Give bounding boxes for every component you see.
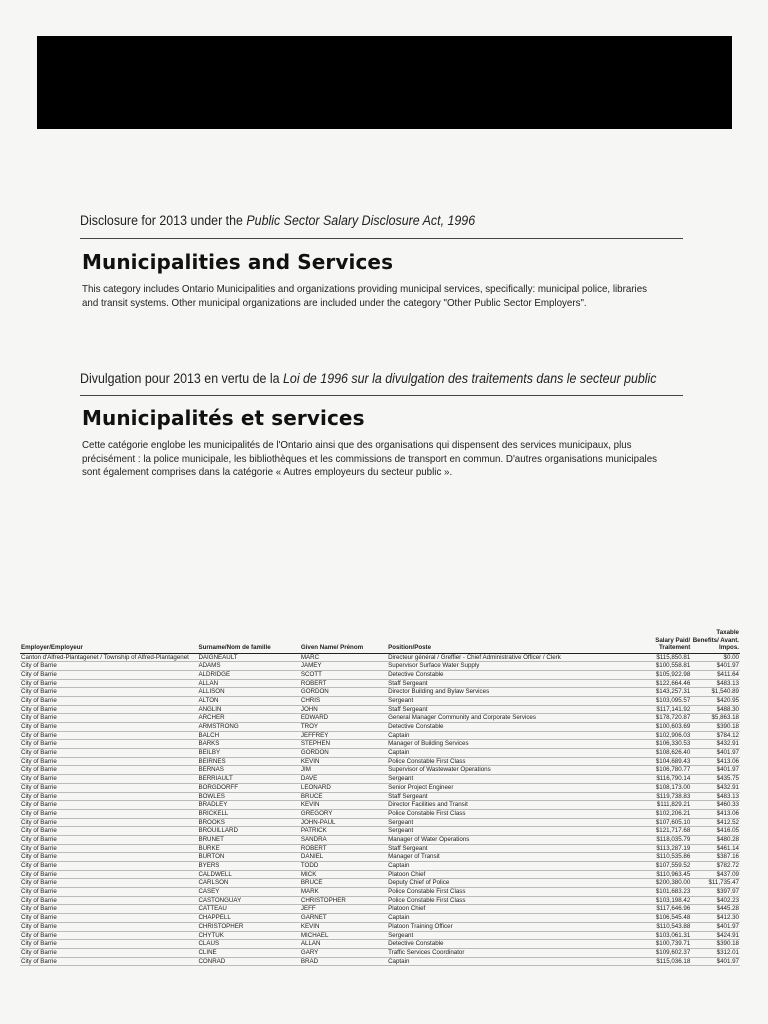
position-cell: Manager of Building Services [387,740,636,749]
position-cell: Sergeant [387,827,636,836]
table-row [20,914,740,923]
employer-cell: City of Barrie [20,948,197,957]
employer-cell: City of Barrie [20,662,197,671]
benefits-cell: $480.28 [691,835,740,844]
header-benefits: Taxable Benefits/ Avant. Impos. [692,629,739,651]
given-name-cell: KEVIN [300,757,387,766]
surname-cell: BARKS [197,740,299,749]
position-cell: Detective Constable [387,723,636,732]
employer-cell: City of Barrie [20,905,197,914]
given-name-cell: DAVE [300,775,387,784]
surname-cell: BERNAS [197,766,299,775]
employer-cell: City of Barrie [20,679,197,688]
given-name-cell: GARY [300,948,387,957]
position-cell: Police Constable First Class [387,896,636,905]
employer-cell: City of Barrie [20,688,197,697]
given-name-cell: MICK [300,870,387,879]
surname-cell: ALLAN [197,679,299,688]
given-name-cell: ROBERT [300,844,387,853]
benefits-cell: $488.30 [691,705,740,714]
employer-cell: City of Barrie [20,723,197,732]
english-act-name: Public Sector Salary Disclosure Act [246,213,441,228]
salary-cell: $105,922.98 [637,670,692,679]
surname-cell: CASEY [197,888,299,897]
employer-cell: City of Barrie [20,922,197,931]
given-name-cell: GORDON [300,749,387,758]
surname-cell: ARCHER [197,714,299,723]
benefits-cell: $387.16 [691,853,740,862]
surname-cell: ALLISON [197,688,299,697]
table-row [20,783,740,792]
position-cell: Police Constable First Class [387,888,636,897]
position-cell: Captain [387,862,636,871]
surname-cell: BYERS [197,862,299,871]
benefits-cell: $412.30 [691,914,740,923]
employer-cell: City of Barrie [20,844,197,853]
french-heading: Municipalités et services [82,406,365,430]
table-row [20,862,740,871]
position-cell: Sergeant [387,931,636,940]
benefits-cell: $435.75 [691,775,740,784]
salary-cell: $116,790.14 [637,775,692,784]
benefits-cell: $401.97 [691,766,740,775]
table-body [20,653,740,966]
surname-cell: BURKE [197,844,299,853]
table-row [20,653,740,662]
table-row [20,705,740,714]
salary-cell: $111,829.21 [637,801,692,810]
employer-cell: City of Barrie [20,731,197,740]
employer-cell: City of Barrie [20,896,197,905]
given-name-cell: JOHN-PAUL [300,818,387,827]
salary-cell: $102,206.21 [637,809,692,818]
employer-cell: City of Barrie [20,696,197,705]
french-disclosure-line [80,371,657,386]
salary-cell: $106,545.48 [637,914,692,923]
given-name-cell: LEONARD [300,783,387,792]
table-row [20,749,740,758]
benefits-cell: $401.97 [691,957,740,966]
french-divider [80,395,683,396]
english-act-year: , 1996 [440,213,476,228]
given-name-cell: GREGORY [300,809,387,818]
salary-cell: $110,963.45 [637,870,692,879]
position-cell: Sergeant [387,696,636,705]
surname-cell: CHRISTOPHER [197,922,299,931]
employer-cell: City of Barrie [20,801,197,810]
table-row [20,714,740,723]
surname-cell: BURTON [197,853,299,862]
given-name-cell: KEVIN [300,922,387,931]
given-name-cell: JIM [300,766,387,775]
salary-cell: $178,720.87 [637,714,692,723]
header-position: Position/Poste [387,629,636,653]
surname-cell: CONRAD [197,957,299,966]
table-row [20,835,740,844]
given-name-cell: BRUCE [300,792,387,801]
table-row [20,957,740,966]
surname-cell: BEILBY [197,749,299,758]
table-row [20,905,740,914]
salary-cell: $100,739.71 [637,940,692,949]
salary-cell: $119,738.83 [637,792,692,801]
benefits-cell: $461.14 [691,844,740,853]
employer-cell: City of Barrie [20,757,197,766]
salary-cell: $104,689.43 [637,757,692,766]
salary-cell: $122,664.46 [637,679,692,688]
table-header-row [20,629,740,653]
position-cell: Captain [387,731,636,740]
header-employer: Employer/Employeur [20,629,197,653]
salary-cell: $103,198.42 [637,896,692,905]
salary-cell: $107,605.10 [637,818,692,827]
given-name-cell: SCOTT [300,670,387,679]
table-row [20,731,740,740]
given-name-cell: CHRISTOPHER [300,896,387,905]
employer-cell: City of Barrie [20,870,197,879]
surname-cell: ALTON [197,696,299,705]
given-name-cell: MARC [300,653,387,662]
salary-cell: $115,850.81 [637,653,692,662]
french-description: Cette catégorie englobe les municipalités de l'Ontario ainsi que des organisations qui dispensent des services municipaux, plus précisément : la police municipale, les bibliothèques et les commissions de transport en commun. D'autres organisations municipales sont également comprises dans la catégorie « Autres employeurs du secteur public ». [82,439,658,478]
position-cell: Senior Project Engineer [387,783,636,792]
benefits-cell: $420.95 [691,696,740,705]
benefits-cell: $784.12 [691,731,740,740]
employer-cell: City of Barrie [20,766,197,775]
position-cell: Manager of Water Operations [387,835,636,844]
salary-cell: $108,173.00 [637,783,692,792]
table-row [20,818,740,827]
given-name-cell: CHRIS [300,696,387,705]
surname-cell: DAIGNEAULT [197,653,299,662]
position-cell: Director Building and Bylaw Services [387,688,636,697]
surname-cell: CHYTUK [197,931,299,940]
benefits-cell: $424.91 [691,931,740,940]
salary-cell: $110,535.86 [637,853,692,862]
table-row [20,870,740,879]
header-given-name: Given Name/ Prénom [300,629,387,653]
benefits-cell: $11,735.47 [691,879,740,888]
surname-cell: ADAMS [197,662,299,671]
position-cell: Police Constable First Class [387,809,636,818]
salary-cell: $121,717.68 [637,827,692,836]
given-name-cell: KEVIN [300,801,387,810]
employer-cell: City of Barrie [20,792,197,801]
salary-cell: $115,036.18 [637,957,692,966]
salary-table [20,629,740,966]
employer-cell: City of Barrie [20,879,197,888]
position-cell: Supervisor of Wastewater Operations [387,766,636,775]
position-cell: Staff Sergeant [387,792,636,801]
table-row [20,888,740,897]
benefits-cell: $412.52 [691,818,740,827]
surname-cell: BRADLEY [197,801,299,810]
surname-cell: BALCH [197,731,299,740]
given-name-cell: BRAD [300,957,387,966]
given-name-cell: PATRICK [300,827,387,836]
position-cell: Staff Sergeant [387,705,636,714]
table-row [20,809,740,818]
benefits-cell: $445.28 [691,905,740,914]
surname-cell: BOWLES [197,792,299,801]
table-row [20,931,740,940]
salary-cell: $102,906.03 [637,731,692,740]
position-cell: Deputy Chief of Police [387,879,636,888]
employer-cell: City of Barrie [20,714,197,723]
position-cell: Captain [387,957,636,966]
surname-cell: CARLSON [197,879,299,888]
header-salary: Salary Paid/ Traitement [637,629,692,653]
surname-cell: CALDWELL [197,870,299,879]
position-cell: Director Facilities and Transit [387,801,636,810]
table-row [20,940,740,949]
employer-cell: City of Barrie [20,670,197,679]
benefits-cell: $402.23 [691,896,740,905]
salary-cell: $103,095.57 [637,696,692,705]
employer-cell: City of Barrie [20,862,197,871]
table-row [20,922,740,931]
given-name-cell: GARNET [300,914,387,923]
position-cell: Police Constable First Class [387,757,636,766]
given-name-cell: ROBERT [300,679,387,688]
table-row [20,827,740,836]
position-cell: Platoon Chief [387,870,636,879]
employer-cell: City of Barrie [20,835,197,844]
given-name-cell: MICHAEL [300,931,387,940]
salary-cell: $100,603.69 [637,723,692,732]
employer-cell: Canton d'Alfred-Plantagenet / Township of Alfred-Plantagenet [20,653,197,662]
employer-cell: City of Barrie [20,914,197,923]
salary-cell: $100,558.81 [637,662,692,671]
table-row [20,766,740,775]
table-row [20,801,740,810]
employer-cell: City of Barrie [20,940,197,949]
position-cell: General Manager Community and Corporate Services [387,714,636,723]
benefits-cell: $782.72 [691,862,740,871]
benefits-cell: $413.06 [691,809,740,818]
benefits-cell: $413.06 [691,757,740,766]
given-name-cell: JEFFREY [300,731,387,740]
given-name-cell: ALLAN [300,940,387,949]
benefits-cell: $390.18 [691,940,740,949]
header-banner [37,36,732,129]
surname-cell: CLAUS [197,940,299,949]
employer-cell: City of Barrie [20,853,197,862]
employer-cell: City of Barrie [20,931,197,940]
salary-cell: $108,626.40 [637,749,692,758]
position-cell: Captain [387,914,636,923]
benefits-cell: $312.01 [691,948,740,957]
benefits-cell: $401.97 [691,749,740,758]
salary-cell: $117,646.96 [637,905,692,914]
french-disclosure-prefix: Divulgation pour 2013 en vertu de la [80,371,284,386]
table-row [20,757,740,766]
position-cell: Directeur général / Greffier - Chief Administrative Officer / Clerk [387,653,636,662]
benefits-cell: $411.64 [691,670,740,679]
surname-cell: CASTONGUAY [197,896,299,905]
surname-cell: ARMSTRONG [197,723,299,732]
table-row [20,740,740,749]
employer-cell: City of Barrie [20,809,197,818]
benefits-cell: $401.97 [691,922,740,931]
given-name-cell: SANDRA [300,835,387,844]
position-cell: Sergeant [387,775,636,784]
benefits-cell: $390.18 [691,723,740,732]
position-cell: Sergeant [387,818,636,827]
salary-cell: $106,780.77 [637,766,692,775]
benefits-cell: $397.97 [691,888,740,897]
employer-cell: City of Barrie [20,888,197,897]
given-name-cell: GORDON [300,688,387,697]
header-surname: Surname/Nom de famille [197,629,299,653]
position-cell: Detective Constable [387,670,636,679]
position-cell: Platoon Training Officer [387,922,636,931]
surname-cell: BROOKS [197,818,299,827]
salary-cell: $113,287.19 [637,844,692,853]
benefits-cell: $0.00 [691,653,740,662]
surname-cell: BORGDORFF [197,783,299,792]
table-row [20,688,740,697]
surname-cell: ALDRIDGE [197,670,299,679]
benefits-cell: $416.05 [691,827,740,836]
surname-cell: BRICKELL [197,809,299,818]
surname-cell: ANGLIN [197,705,299,714]
employer-cell: City of Barrie [20,775,197,784]
salary-cell: $107,559.52 [637,862,692,871]
salary-cell: $117,141.92 [637,705,692,714]
position-cell: Supervisor Surface Water Supply [387,662,636,671]
employer-cell: City of Barrie [20,818,197,827]
employer-cell: City of Barrie [20,705,197,714]
salary-cell: $106,330.53 [637,740,692,749]
table-row [20,896,740,905]
table-row [20,670,740,679]
employer-cell: City of Barrie [20,957,197,966]
employer-cell: City of Barrie [20,740,197,749]
surname-cell: BRUNET [197,835,299,844]
salary-cell: $118,035.79 [637,835,692,844]
surname-cell: BROUILLARD [197,827,299,836]
table-row [20,662,740,671]
surname-cell: CATTEAU [197,905,299,914]
position-cell: Detective Constable [387,940,636,949]
table-row [20,679,740,688]
given-name-cell: JEFF [300,905,387,914]
employer-cell: City of Barrie [20,749,197,758]
table-row [20,696,740,705]
salary-cell: $200,380.00 [637,879,692,888]
surname-cell: CLINE [197,948,299,957]
surname-cell: BERRIAULT [197,775,299,784]
english-disclosure-prefix: Disclosure for 2013 under the [80,213,247,228]
english-description: This category includes Ontario Municipalities and organizations providing municipal services, specifically: municipal police, libraries and transit systems. Other municipal organizations are included under the category "Other Public Sector Employers". [82,283,648,309]
given-name-cell: EDWARD [300,714,387,723]
benefits-cell: $483.13 [691,679,740,688]
position-cell: Staff Sergeant [387,679,636,688]
given-name-cell: JOHN [300,705,387,714]
table-row [20,775,740,784]
given-name-cell: DANIEL [300,853,387,862]
table-row [20,844,740,853]
salary-cell: $109,602.37 [637,948,692,957]
table-row [20,853,740,862]
french-act-name: Loi de 1996 sur la divulgation des traitements dans le secteur public [283,371,657,386]
table-row [20,948,740,957]
benefits-cell: $460.33 [691,801,740,810]
table-row [20,723,740,732]
employer-cell: City of Barrie [20,827,197,836]
given-name-cell: TROY [300,723,387,732]
benefits-cell: $483.13 [691,792,740,801]
position-cell: Captain [387,749,636,758]
employer-cell: City of Barrie [20,783,197,792]
english-heading: Municipalities and Services [82,250,394,274]
position-cell: Staff Sergeant [387,844,636,853]
given-name-cell: TODD [300,862,387,871]
benefits-cell: $401.97 [691,662,740,671]
table-row [20,792,740,801]
given-name-cell: STEPHEN [300,740,387,749]
salary-cell: $143,257.31 [637,688,692,697]
benefits-cell: $437.09 [691,870,740,879]
benefits-cell: $1,540.89 [691,688,740,697]
given-name-cell: MARK [300,888,387,897]
surname-cell: CHAPPELL [197,914,299,923]
benefits-cell: $432.91 [691,740,740,749]
english-disclosure-line [80,213,641,228]
surname-cell: BEIRNES [197,757,299,766]
benefits-cell: $432.91 [691,783,740,792]
english-divider [80,238,683,239]
given-name-cell: BRUCE [300,879,387,888]
table-row [20,879,740,888]
salary-cell: $101,683.23 [637,888,692,897]
benefits-cell: $5,863.18 [691,714,740,723]
position-cell: Manager of Transit [387,853,636,862]
salary-cell: $110,543.88 [637,922,692,931]
position-cell: Platoon Chief [387,905,636,914]
salary-cell: $103,061.31 [637,931,692,940]
given-name-cell: JAMEY [300,662,387,671]
position-cell: Traffic Services Coordinator [387,948,636,957]
